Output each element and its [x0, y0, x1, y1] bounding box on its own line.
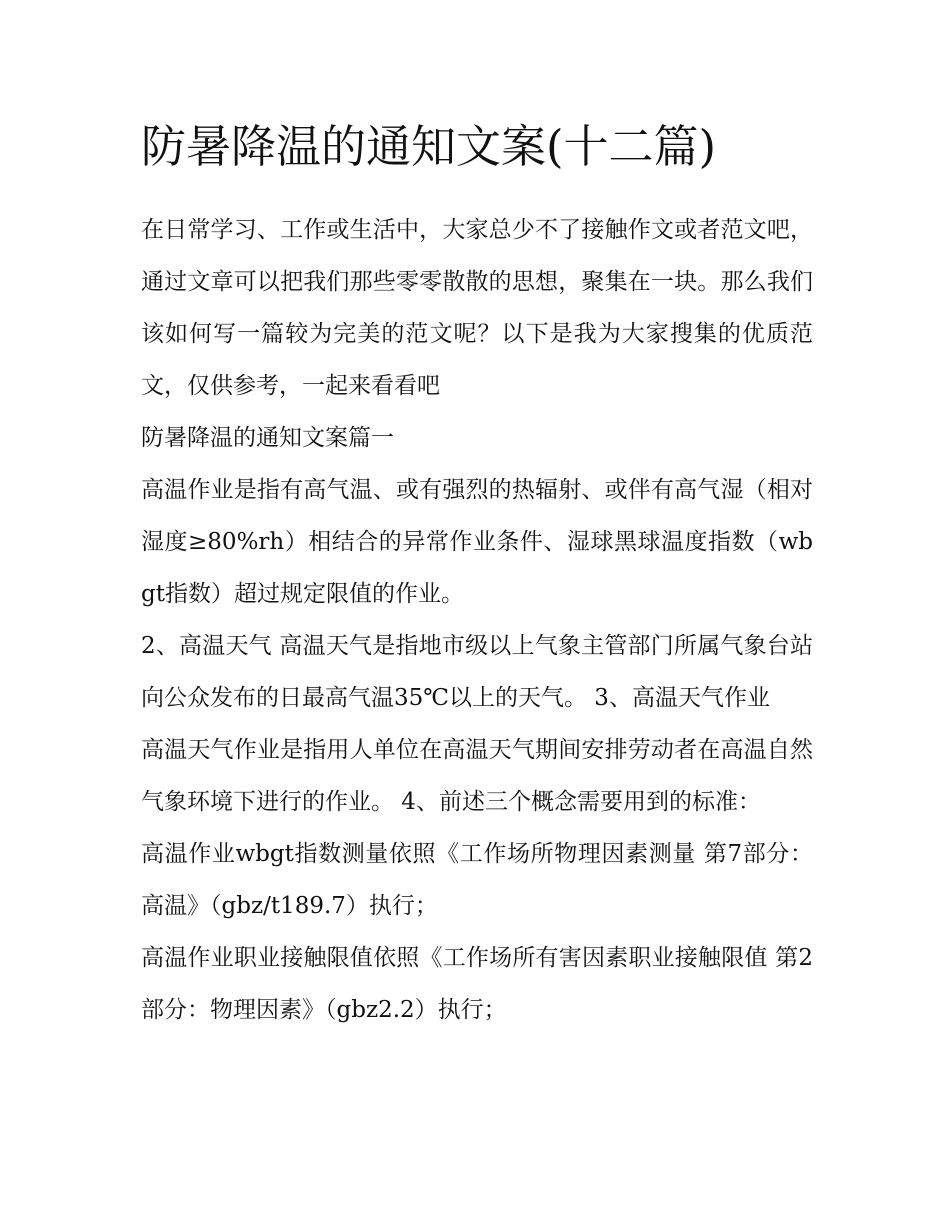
document-body — [141, 112, 813, 1036]
paragraph-weather-work: 高温天气作业是指用人单位在高温天气期间安排劳动者在高温自然气象环境下进行的作业。 4、前述三个概念需要用到的标准： — [141, 737, 813, 815]
paragraph-exposure-limit: 高温作业职业接触限值依照《工作场所有害因素职业接触限值 第2部分：物理因素》（gbz2.2）执行； — [141, 945, 813, 1023]
section-heading: 防暑降温的通知文案篇一 — [141, 425, 394, 451]
document-title: 防暑降温的通知文案(十二篇) — [141, 120, 717, 173]
paragraph-high-temp-weather: 2、高温天气 高温天气是指地市级以上气象主管部门所属气象台站向公众发布的日最高气温35℃以上的天气。 3、高温天气作业 — [141, 633, 813, 711]
paragraph-wbgt-standard: 高温作业wbgt指数测量依照《工作场所物理因素测量 第7部分：高温》（gbz/t189.7）执行； — [141, 841, 813, 919]
paragraph-high-temp-work: 高温作业是指有高气温、或有强烈的热辐射、或伴有高气湿（相对湿度≥80%rh）相结合的异常作业条件、湿球黑球温度指数（wbgt指数）超过规定限值的作业。 — [141, 477, 813, 607]
paragraph-intro: 在日常学习、工作或生活中，大家总少不了接触作文或者范文吧，通过文章可以把我们那些零零散散的思想，聚集在一块。那么我们该如何写一篇较为完美的范文呢？以下是我为大家搜集的优质范文，仅供参考，一起来看看吧 — [141, 217, 813, 399]
